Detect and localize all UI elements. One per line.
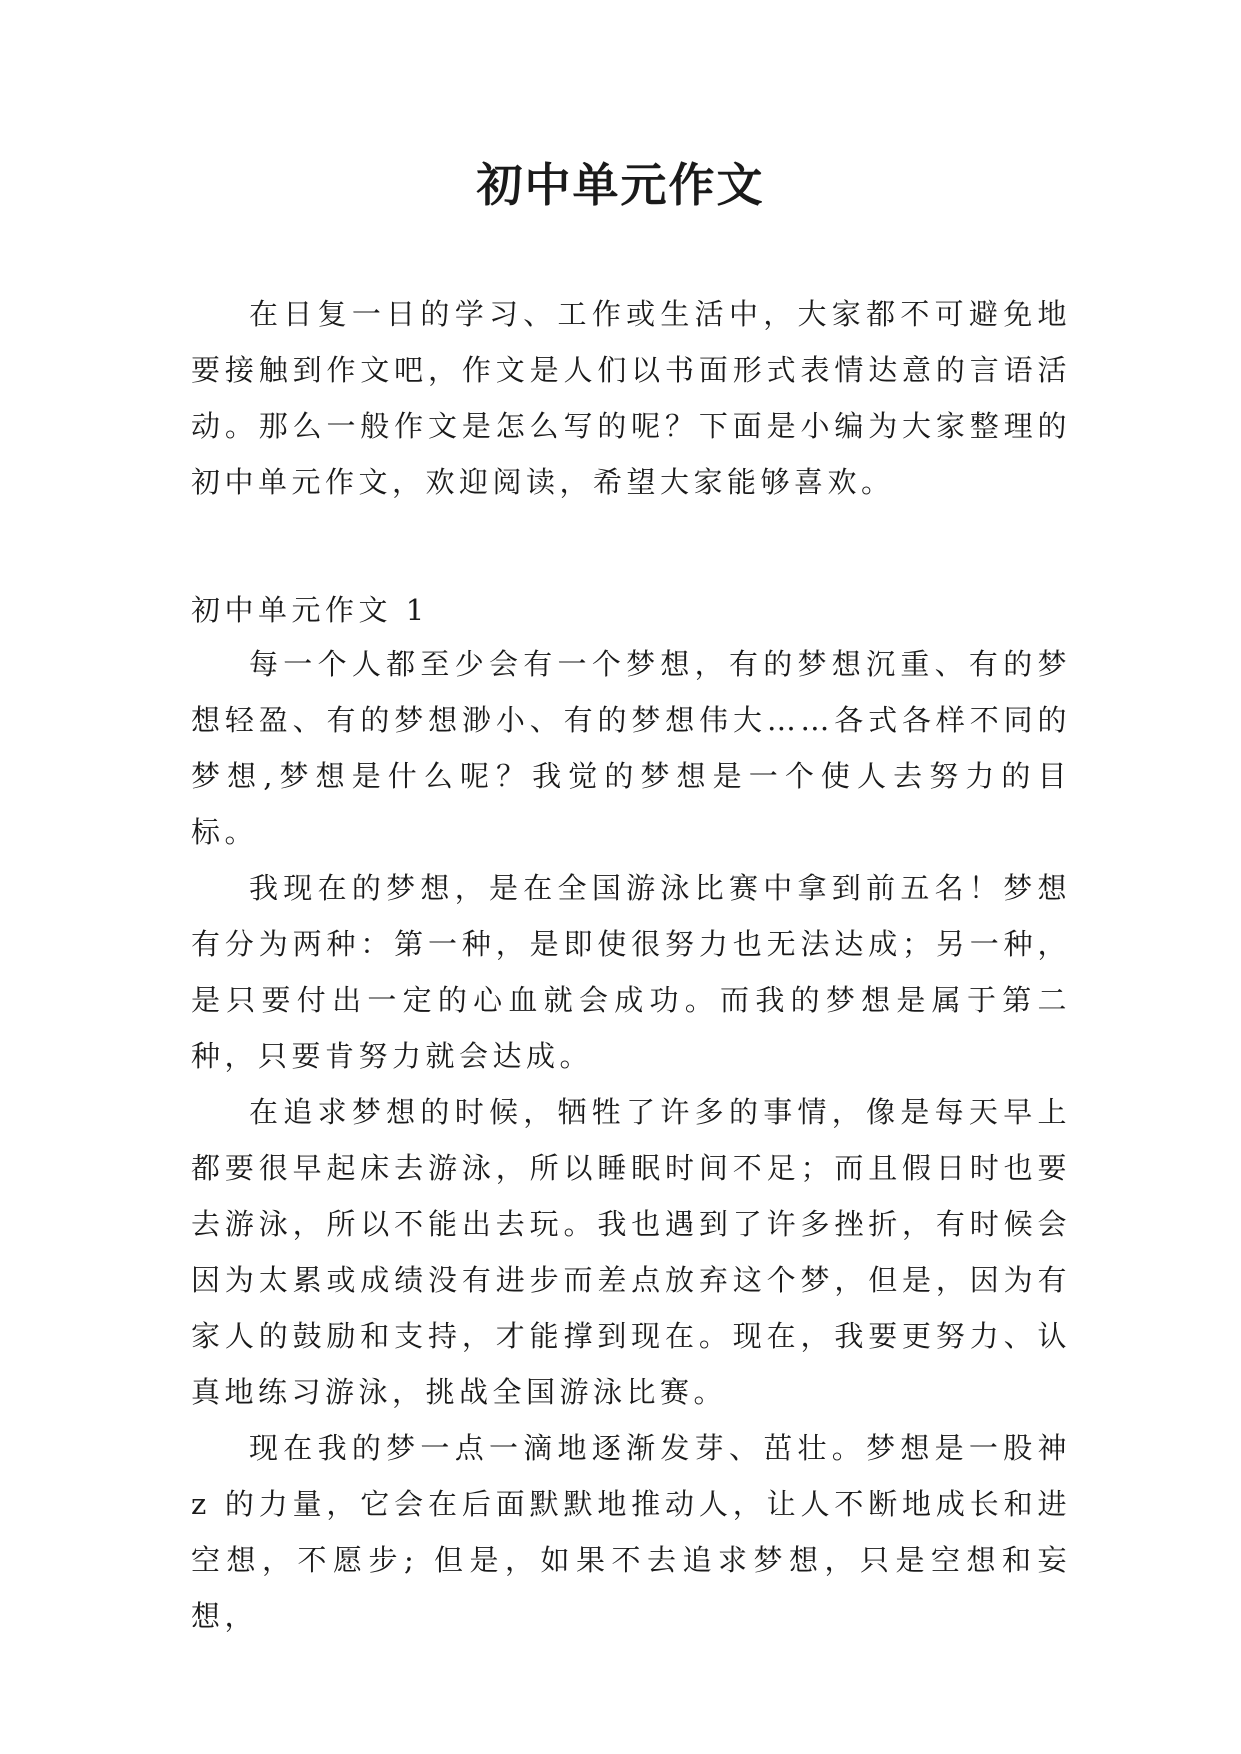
essay-paragraph-4: 现在我的梦一点一滴地逐渐发芽、茁壮。梦想是一股神z 的力量，它会在后面默默地推动人，让人不断地成长和进空想，不愿步; 但是，如果不去追求梦想，只是空想和妄想， (191, 1431, 1071, 1633)
essay-paragraph-3: 在追求梦想的时候，牺牲了许多的事情，像是每天早上都要很早起床去游泳，所以睡眠时间不足；而且假日时也要去游泳，所以不能出去玩。我也遇到了许多挫折，有时候会因为太累或成绩没有进步而差点放弃这个梦，但是，因为有家人的鼓励和支持，才能撑到现在。现在，我要更努力、认真地练习游泳，挑战全国游泳比赛。 (191, 1095, 1071, 1409)
essay-section (191, 636, 1071, 1644)
essay-paragraph-1: 每一个人都至少会有一个梦想，有的梦想沉重、有的梦想轻盈、有的梦想渺小、有的梦想伟大……各式各样不同的梦想,梦想是什么呢？我觉的梦想是一个使人去努力的目标。 (191, 647, 1071, 849)
section-heading: 初中单元作文 1 (191, 593, 429, 627)
document-title: 初中单元作文 (476, 158, 765, 212)
essay-paragraph-2: 我现在的梦想，是在全国游泳比赛中拿到前五名！梦想有分为两种：第一种，是即使很努力也无法达成；另一种，是只要付出一定的心血就会成功。而我的梦想是属于第二种，只要肯努力就会达成。 (191, 871, 1071, 1073)
intro-paragraph: 在日复一日的学习、工作或生活中，大家都不可避免地要接触到作文吧，作文是人们以书面形式表情达意的言语活动。那么一般作文是怎么写的呢？下面是小编为大家整理的初中单元作文，欢迎阅读，希望大家能够喜欢。 (191, 297, 1071, 499)
intro-section (191, 286, 1071, 510)
